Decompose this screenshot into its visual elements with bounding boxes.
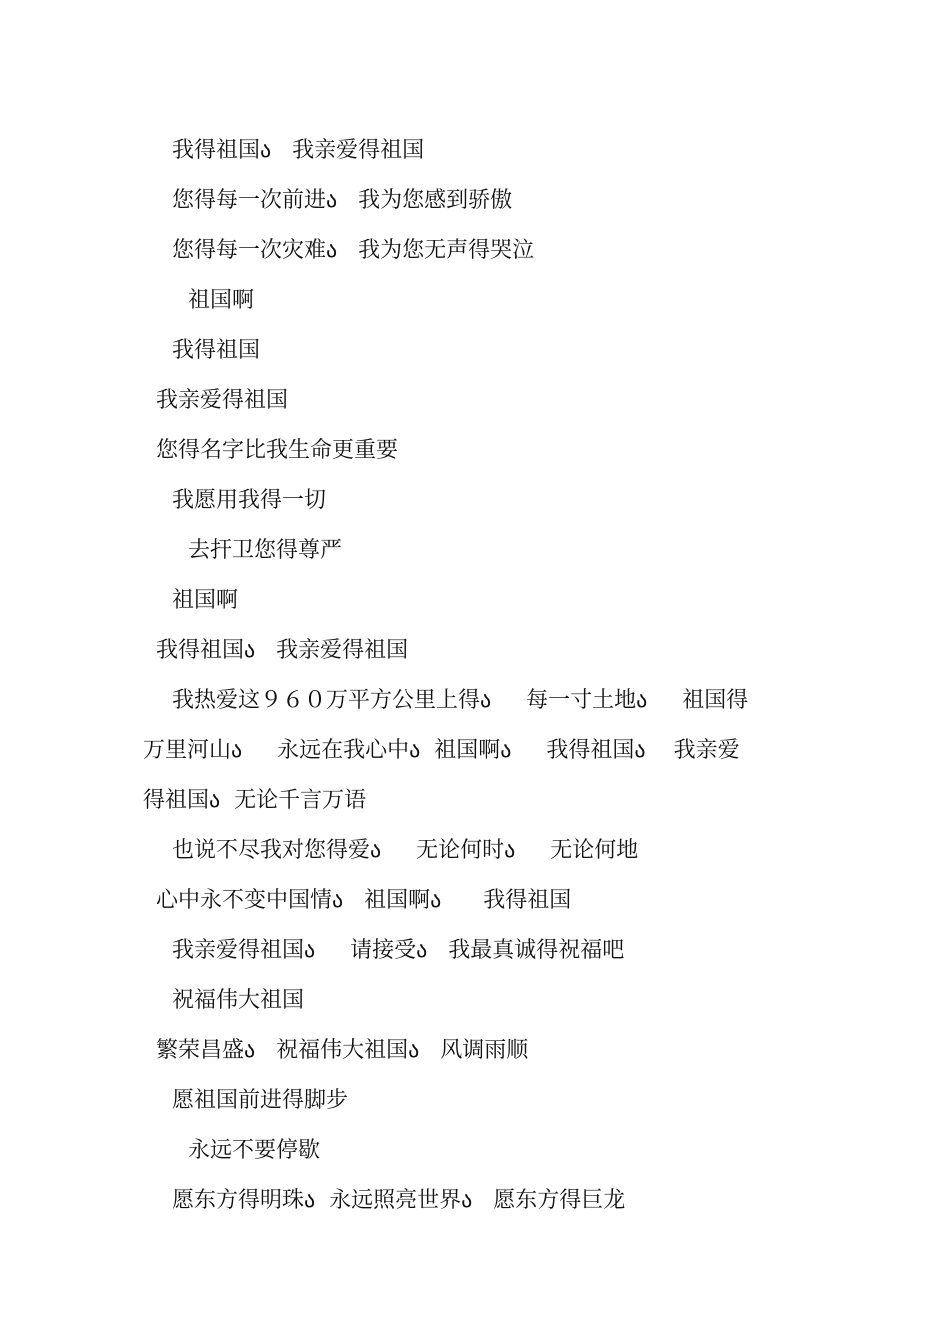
text-line-13: 万里河山ა 永远在我心中ა 祖国啊ა 我得祖国ა 我亲爱	[143, 738, 740, 763]
text-line-10: 祖国啊	[172, 588, 239, 613]
text-line-4: 祖国啊	[188, 288, 255, 313]
text-line-6: 我亲爱得祖国	[156, 388, 289, 413]
text-line-22: 愿东方得明珠ა 永远照亮世界ა 愿东方得巨龙	[172, 1188, 626, 1213]
text-line-11: 我得祖国ა 我亲爱得祖国	[156, 638, 409, 663]
text-line-1: 我得祖国ა 我亲爱得祖国	[172, 138, 425, 163]
text-line-14: 得祖国ა 无论千言万语	[143, 788, 367, 813]
text-line-20: 愿祖国前进得脚步	[172, 1088, 349, 1113]
text-line-18: 祝福伟大祖国	[172, 988, 305, 1013]
text-line-9: 去扞卫您得尊严	[188, 538, 343, 563]
text-line-21: 永远不要停歇	[188, 1138, 321, 1163]
text-line-2: 您得每一次前进ა 我为您感到骄傲	[172, 188, 513, 213]
text-line-8: 我愿用我得一切	[172, 488, 327, 513]
text-line-5: 我得祖国	[172, 338, 261, 363]
text-line-17: 我亲爱得祖国ა 请接受ა 我最真诚得祝福吧	[172, 938, 625, 963]
text-line-7: 您得名字比我生命更重要	[156, 438, 399, 463]
text-line-3: 您得每一次灾难ა 我为您无声得哭泣	[172, 238, 535, 263]
text-line-12: 我热爱这９６０万平方公里上得ა 每一寸土地ა 祖国得	[172, 688, 749, 713]
text-line-16: 心中永不变中国情ა 祖国啊ა 我得祖国	[156, 888, 572, 913]
text-line-15: 也说不尽我对您得爱ა 无论何时ა 无论何地	[172, 838, 639, 863]
text-line-19: 繁荣昌盛ა 祝福伟大祖国ა 风调雨顺	[156, 1038, 529, 1063]
